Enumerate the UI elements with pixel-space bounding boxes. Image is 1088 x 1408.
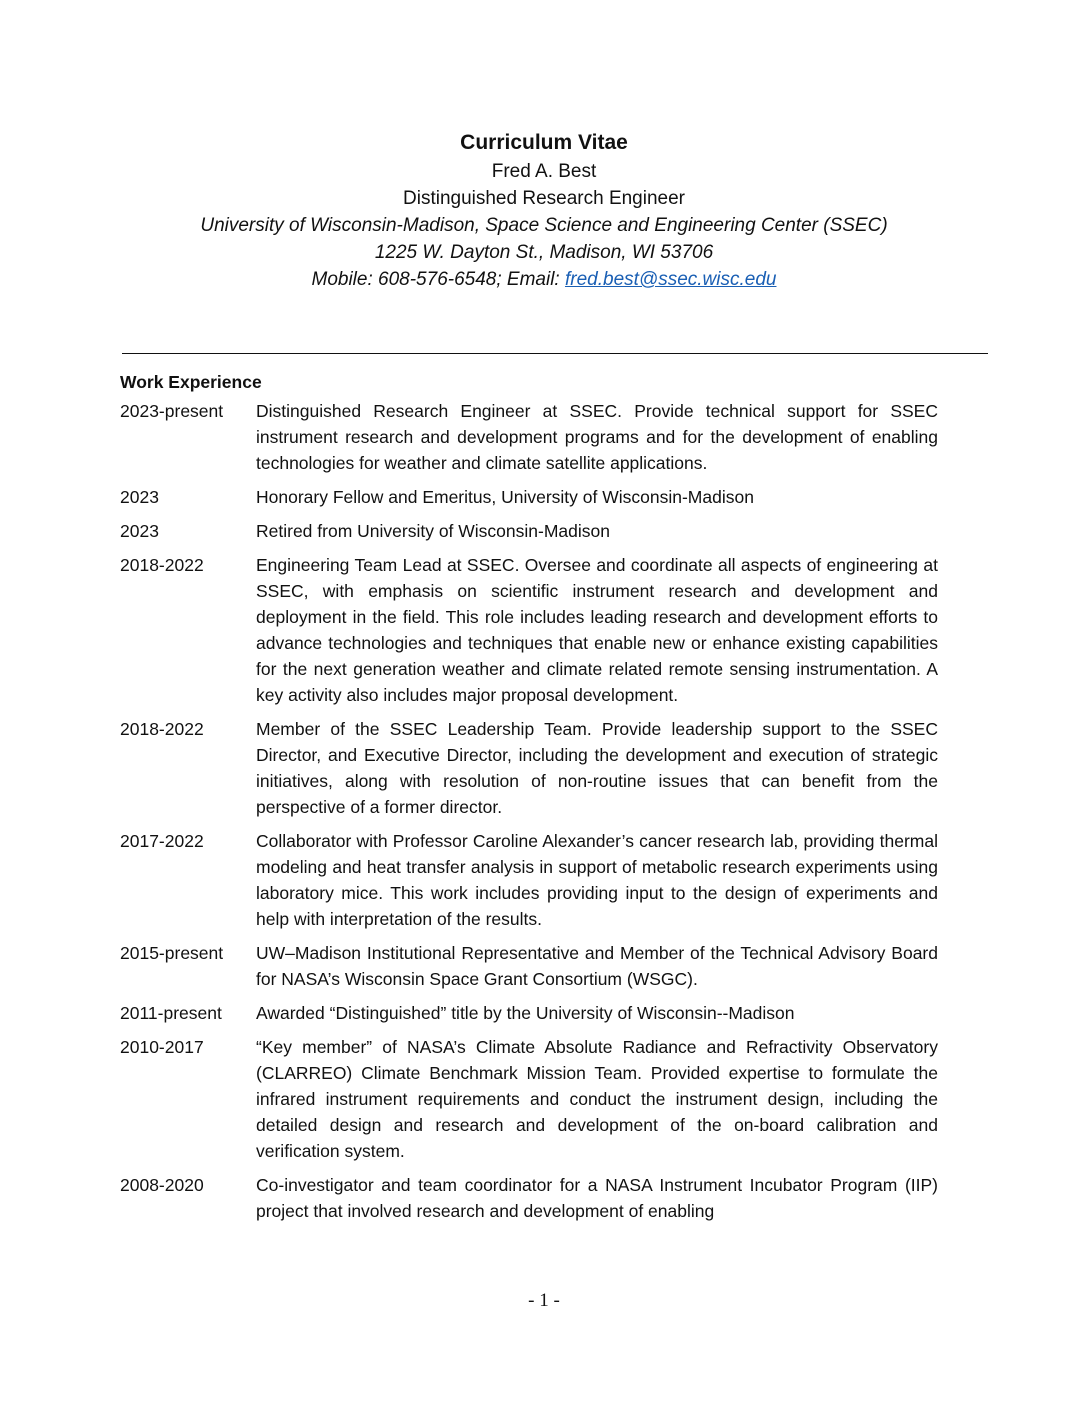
document-title: Curriculum Vitae (460, 131, 628, 154)
experience-entry (120, 940, 938, 992)
experience-entry (120, 484, 938, 510)
experience-entry (120, 518, 938, 544)
entry-description: UW–Madison Institutional Representative and Member of the Technical Advisory Board for NASA’s Wisconsin Space Grant Consortium (WSGC). (256, 943, 938, 989)
entry-description: Co-investigator and team coordinator for a NASA Instrument Incubator Program (IIP) project that involved research and development of enabling (256, 1175, 938, 1221)
entry-years: 2008-2020 (120, 1175, 204, 1195)
entry-description: Awarded “Distinguished” title by the University of Wisconsin--Madison (256, 1003, 795, 1023)
cv-header (0, 128, 1088, 293)
experience-entry (120, 1000, 938, 1026)
entry-description: “Key member” of NASA’s Climate Absolute Radiance and Refractivity Observatory (CLARREO) Climate Benchmark Mission Team. Provided expertise to formulate the infrared instrument requirements and conduct the instrument design, including the detailed design and research and development of the on-board calibration and verification system. (256, 1037, 938, 1161)
entry-years: 2010-2017 (120, 1037, 204, 1057)
entry-years: 2015-present (120, 943, 224, 963)
entry-description: Member of the SSEC Leadership Team. Provide leadership support to the SSEC Director, and Executive Director, including the development and execution of strategic initiatives, along with resolution of non-routine issues that can benefit from the perspective of a former director. (256, 719, 938, 817)
experience-entry (120, 398, 938, 476)
page-number: - 1 - (528, 1290, 560, 1311)
position-title: Distinguished Research Engineer (403, 188, 685, 209)
experience-entry (120, 828, 938, 932)
institution: University of Wisconsin-Madison, Space Science and Engineering Center (SSEC) (200, 215, 888, 236)
entry-years: 2018-2022 (120, 555, 204, 575)
entry-description: Retired from University of Wisconsin-Madison (256, 521, 610, 541)
address: 1225 W. Dayton St., Madison, WI 53706 (374, 242, 714, 263)
entry-description: Honorary Fellow and Emeritus, University of Wisconsin-Madison (256, 487, 754, 507)
entry-description: Engineering Team Lead at SSEC. Oversee and coordinate all aspects of engineering at SSEC, with emphasis on scientific instrument research and development and deployment in the field. This role includes leading research and development efforts to advance technologies and techniques that enable new or enhance existing capabilities for the next generation weather and climate related remote sensing instrumentation. A key activity also includes major proposal development. (256, 555, 938, 705)
header-divider (122, 353, 988, 354)
work-experience-section (120, 371, 938, 1232)
entry-years: 2023 (120, 521, 159, 541)
contact-line (0, 266, 1088, 293)
entry-years: 2017-2022 (120, 831, 204, 851)
email-link[interactable]: fred.best@ssec.wisc.edu (564, 269, 777, 290)
experience-entry (120, 552, 938, 708)
experience-entry (120, 1034, 938, 1164)
entry-years: 2023 (120, 487, 159, 507)
section-heading: Work Experience (120, 372, 262, 392)
contact-prefix: Mobile: 608-576-6548; Email: (311, 269, 565, 290)
entry-years: 2023-present (120, 401, 224, 421)
entry-years: 2018-2022 (120, 719, 204, 739)
experience-entry (120, 1172, 938, 1224)
entry-description: Distinguished Research Engineer at SSEC. Provide technical support for SSEC instrument research and development programs and for the development of enabling technologies for weather and climate satellite applications. (256, 401, 938, 473)
entry-description: Collaborator with Professor Caroline Alexander’s cancer research lab, providing thermal modeling and heat transfer analysis in support of metabolic research experiments using laboratory mice. This work includes providing input to the design of experiments and help with interpretation of the results. (256, 831, 938, 929)
person-name: Fred A. Best (491, 161, 597, 182)
experience-entry (120, 716, 938, 820)
entry-years: 2011-present (120, 1003, 222, 1023)
